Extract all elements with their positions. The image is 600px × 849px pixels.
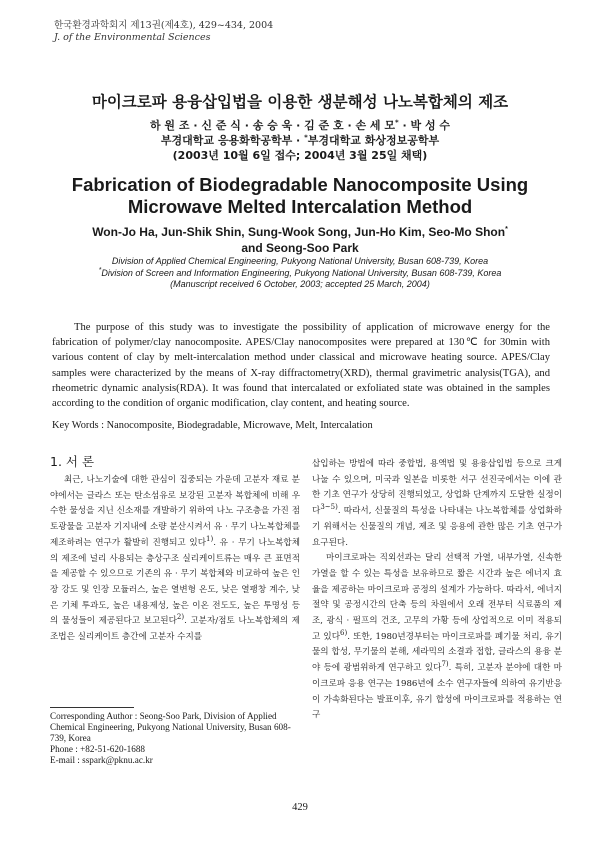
intro-text-1a: 최근, 나노기술에 대한 관심이 집중되는 가운데 고분자 재료 분야에서는 글라스 또는 탄소섬유로 보강된 고분자 복합체에 비해 우수한 물성을 지닌 신소재를 개발하기 위하여 나노 구조층을 가진 점토광물을 고분자 기지내에 소량 분산시켜서 유 · 무기 나노복합체를 제조하려는 연구가 활발히 진행되고 있다 <box>50 475 300 548</box>
intro-text-r2c: . 특히, 고분자 분야에 대한 마이크로파 응용 연구는 1986년에 소수 연구자들에 의하여 유기반응이 가속화된다는 발표이후, 유기 합성에 마이크로파를 적용하는 연구 <box>312 663 562 721</box>
intro-text-1b: . 유 · 무기 나노복합체의 제조에 널리 사용되는 층상구조 실리케이트류는 매우 큰 표면적을 제공할 수 있으므로 기존의 유 · 무기 복합체와 비교하여 높은 인장 강도 및 인장 모듈러스, 높은 열변형 온도, 낮은 열팽창 계수, 낮은 기체 투과도, 높은 내용제성, 높은 이온 전도도, 높은 투명성 등의 물성들이 제공된다고 보고된다 <box>50 537 300 627</box>
citation-ref-6: 6) <box>340 628 348 637</box>
body-column-left <box>50 453 300 646</box>
english-affiliations <box>0 256 600 291</box>
english-title-line-2: Microwave Melted Intercalation Method <box>127 196 473 217</box>
journal-header <box>54 20 273 44</box>
english-authors <box>0 224 600 256</box>
intro-paragraph-1 <box>50 473 300 646</box>
english-title <box>0 174 600 218</box>
corresponding-author-footnote <box>50 711 298 766</box>
footnote-email: E-mail : sspark@pknu.ac.kr <box>50 755 153 765</box>
page-number: 429 <box>292 802 308 813</box>
korean-affiliation-1: 부경대학교 응용화학공학부 · <box>160 134 305 147</box>
intro-text-r2a: 마이크로파는 직외선과는 달리 선택적 가열, 내부가열, 신속한 가열을 할 수 있는 특성을 보유하므로 짧은 시간과 높은 에너지 효율을 제공하는 마이크로파 공정의 설계가 가능하다. 따라서, 에너지 절약 및 공정시간의 단축 등의 차원에서 오래 전부터 식료품의 제조, 광식 · 펄프의 건조, 고무의 가황 등에 상업적으로 이미 적용되고 있다 <box>312 553 562 642</box>
korean-title: 마이크로파 용융삽입법을 이용한 생분해성 나노복합체의 제조 <box>91 93 509 111</box>
english-title-line-1: Fabrication of Biodegradable Nanocomposite Using <box>71 174 529 195</box>
footnote-author: Corresponding Author : Seong-Soo Park, Division of Applied Chemical Engineering, Pukyong National University, Busan 608-739, Korea <box>50 711 291 743</box>
footnote-divider <box>50 707 134 708</box>
english-affiliation-2: Division of Screen and Information Engineering, Pukyong National University, Busan 608-739, Korea <box>101 267 502 278</box>
english-received-date: (Manuscript received 6 October, 2003; accepted 25 March, 2004) <box>170 279 430 289</box>
korean-author-names-last: · 박 성 수 <box>398 119 451 132</box>
korean-authors <box>0 118 600 133</box>
citation-ref-1: 1) <box>206 534 214 543</box>
corresponding-marker: * <box>395 118 399 127</box>
citation-ref-7: 7) <box>441 660 449 669</box>
korean-affiliation-2: 부경대학교 화상정보공학부 <box>307 134 440 147</box>
intro-paragraph-1-cont <box>312 457 562 551</box>
intro-text-r1b: . 따라서, 신물질의 특성을 나타내는 나노복합체를 상업화하기 위해서는 신물질의 개념, 제조 및 응용에 관한 많은 기초 연구가 요구된다. <box>312 506 562 548</box>
section-heading-introduction: 1. 서 론 <box>50 454 95 469</box>
affiliation-marker: * <box>304 133 308 142</box>
body-column-right <box>312 457 562 724</box>
citation-ref-2: 2) <box>176 613 185 622</box>
korean-author-block <box>0 118 600 163</box>
korean-author-names: 하 원 조 · 신 준 식 · 송 승 욱 · 김 준 호 · 손 세 모 <box>149 119 395 132</box>
intro-text-1c: . 고분자/점토 나노복합체의 제조법은 실리케이트 층간에 고분자 수지를 <box>50 616 300 643</box>
korean-affiliation <box>0 133 600 148</box>
english-corresponding-marker: * <box>505 226 508 233</box>
english-affiliation-marker: * <box>98 266 102 274</box>
korean-received-date: (2003년 10월 6일 접수; 2004년 3월 25일 채택) <box>172 149 428 162</box>
journal-name: J. of the Environmental Sciences <box>54 32 211 43</box>
english-authors-line-1: Won-Jo Ha, Jun-Shik Shin, Sung-Wook Song, Jun-Ho Kim, Seo-Mo Shon <box>92 225 506 239</box>
intro-text-r1a: 삽입하는 방법에 따라 중합법, 용액법 및 용융삽입법 등으로 크게 나눌 수 있으며, 미국과 일본을 비롯한 서구 선진국에서는 이에 관한 기초 연구가 상당히 진행되었고, 상업화 단계까지 도달한 실정이다 <box>312 459 562 517</box>
intro-paragraph-2 <box>312 551 562 724</box>
english-affiliation-1: Division of Applied Chemical Engineering, Pukyong National University, Busan 608-739, Korea <box>111 256 489 266</box>
keywords: Key Words : Nanocomposite, Biodegradable, Microwave, Melt, Intercalation <box>52 420 373 431</box>
english-authors-line-2: and Seong-Soo Park <box>241 241 359 255</box>
journal-citation: 한국환경과학회지 제13권(제4호), 429~434, 2004 <box>54 20 274 31</box>
footnote-phone: Phone : +82-51-620-1688 <box>50 744 146 754</box>
citation-ref-3-5: 3~5) <box>320 503 338 512</box>
abstract: The purpose of this study was to investigate the possibility of application of microwave energy for the fabrication of polymer/clay nanocomposite. APES/Clay nanocomposites were prepared at 130℃ for 30min with various content of clay by melt-intercalation method under classical and microwave heating source. APES/Clay samples were characterized by the means of X-ray diffractometry(XRD), thermal gravimetric analysis(TGA), and rheometric dynamic analysis(RDA). It was found that intercalated or exfoliated state was obtained in the samples according to the condition of organic modification, clay content, and heating source. <box>52 322 550 410</box>
intro-text-r2b: . 또한, 1980년경부터는 마이크로파를 폐기물 처리, 유기물의 합성, 무기물의 분해, 세라믹의 소결과 접합, 글라스의 용융 분야 등에 광범위하게 연구하고 있다 <box>312 631 562 674</box>
